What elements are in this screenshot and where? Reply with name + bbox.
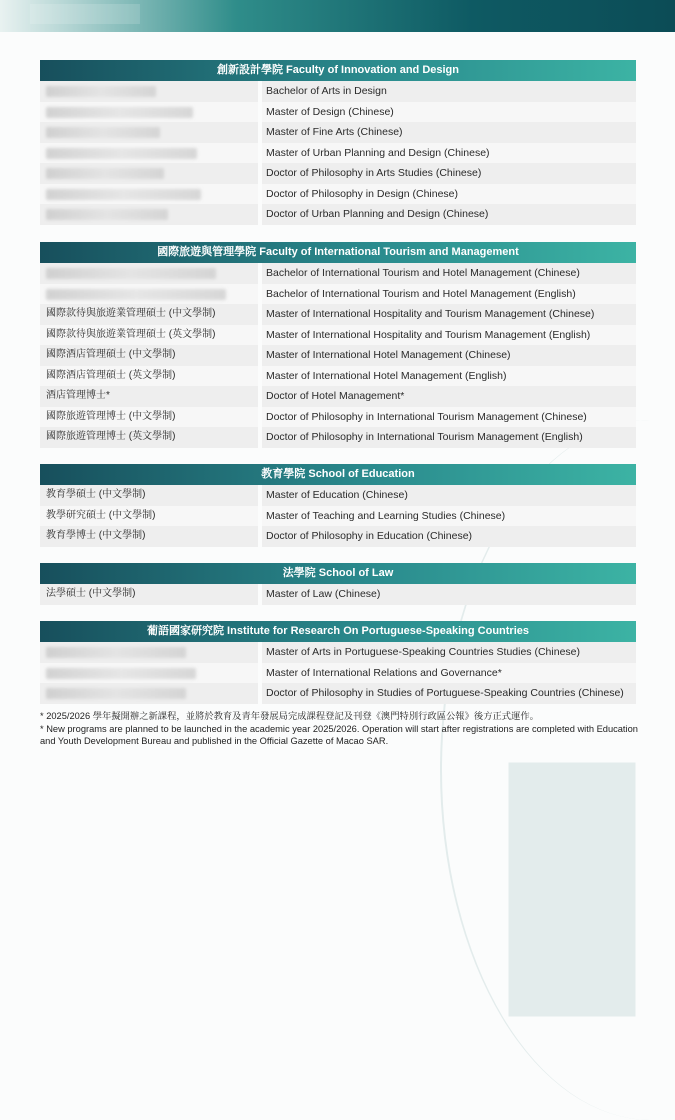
program-row bbox=[40, 122, 636, 143]
faculty-section-title: 葡語國家研究院 Institute for Research On Portuguese-Speaking Countries bbox=[40, 621, 636, 642]
program-english-name: Doctor of Philosophy in Arts Studies (Chinese) bbox=[262, 163, 636, 184]
footnotes bbox=[40, 710, 640, 748]
top-header-band bbox=[0, 0, 675, 32]
program-row bbox=[40, 427, 636, 448]
program-english-name: Master of Teaching and Learning Studies (Chinese) bbox=[262, 506, 636, 527]
blurred-text bbox=[46, 189, 201, 200]
program-chinese-name bbox=[40, 163, 258, 184]
program-row bbox=[40, 143, 636, 164]
program-chinese-name: 法學碩士 (中文學制) bbox=[40, 584, 258, 605]
blurred-text bbox=[46, 268, 216, 279]
program-english-name: Doctor of Philosophy in Design (Chinese) bbox=[262, 184, 636, 205]
program-chinese-name bbox=[40, 102, 258, 123]
program-row bbox=[40, 163, 636, 184]
blurred-text bbox=[46, 107, 193, 118]
faculty-section bbox=[40, 563, 636, 605]
program-english-name: Master of International Hotel Management (English) bbox=[262, 366, 636, 387]
blurred-text bbox=[46, 668, 196, 679]
program-chinese-name bbox=[40, 263, 258, 284]
program-english-name: Master of International Hospitality and Tourism Management (English) bbox=[262, 325, 636, 346]
program-row bbox=[40, 485, 636, 506]
program-row bbox=[40, 102, 636, 123]
program-chinese-name bbox=[40, 204, 258, 225]
program-english-name: Master of Education (Chinese) bbox=[262, 485, 636, 506]
program-chinese-name bbox=[40, 81, 258, 102]
program-row bbox=[40, 386, 636, 407]
program-chinese-name bbox=[40, 284, 258, 305]
program-chinese-name: 國際旅遊管理博士 (中文學制) bbox=[40, 407, 258, 428]
program-english-name: Bachelor of Arts in Design bbox=[262, 81, 636, 102]
program-row bbox=[40, 526, 636, 547]
blurred-text bbox=[46, 209, 168, 220]
program-chinese-name: 教育學碩士 (中文學制) bbox=[40, 485, 258, 506]
program-chinese-name: 教學研究碩士 (中文學制) bbox=[40, 506, 258, 527]
blurred-text bbox=[46, 168, 164, 179]
blurred-text bbox=[46, 688, 186, 699]
program-english-name: Master of Design (Chinese) bbox=[262, 102, 636, 123]
program-english-name: Doctor of Philosophy in International Tourism Management (English) bbox=[262, 427, 636, 448]
footnote-english: * New programs are planned to be launched in the academic year 2025/2026. Operation will start after registrations are completed with Education and Youth Development Bureau and published in the Official Gazette of Macao SAR. bbox=[40, 724, 638, 746]
faculty-section-title: 法學院 School of Law bbox=[40, 563, 636, 584]
faculty-section bbox=[40, 464, 636, 547]
program-chinese-name: 酒店管理博士* bbox=[40, 386, 258, 407]
program-english-name: Doctor of Hotel Management* bbox=[262, 386, 636, 407]
header-logo-area bbox=[30, 4, 140, 24]
program-chinese-name bbox=[40, 143, 258, 164]
faculty-section-title: 教育學院 School of Education bbox=[40, 464, 636, 485]
faculty-section-title: 創新設計學院 Faculty of Innovation and Design bbox=[40, 60, 636, 81]
program-chinese-name: 國際旅遊管理博士 (英文學制) bbox=[40, 427, 258, 448]
footnote-chinese: * 2025/2026 學年擬開辦之新課程，並將於教育及青年發展局完成課程登記及刊登《澳門特別行政區公報》後方正式運作。 bbox=[40, 711, 539, 721]
program-english-name: Doctor of Philosophy in Education (Chinese) bbox=[262, 526, 636, 547]
program-chinese-name bbox=[40, 683, 258, 704]
program-row bbox=[40, 407, 636, 428]
blurred-text bbox=[46, 148, 197, 159]
program-chinese-name: 國際酒店管理碩士 (英文學制) bbox=[40, 366, 258, 387]
program-chinese-name bbox=[40, 122, 258, 143]
faculty-section bbox=[40, 242, 636, 448]
program-row bbox=[40, 204, 636, 225]
program-english-name: Master of Law (Chinese) bbox=[262, 584, 636, 605]
program-row bbox=[40, 284, 636, 305]
program-row bbox=[40, 184, 636, 205]
program-chinese-name bbox=[40, 663, 258, 684]
blurred-text bbox=[46, 289, 226, 300]
program-chinese-name bbox=[40, 184, 258, 205]
program-english-name: Bachelor of International Tourism and Hotel Management (English) bbox=[262, 284, 636, 305]
faculty-section bbox=[40, 60, 636, 225]
program-row bbox=[40, 366, 636, 387]
program-english-name: Master of International Hospitality and Tourism Management (Chinese) bbox=[262, 304, 636, 325]
program-english-name: Master of Urban Planning and Design (Chinese) bbox=[262, 143, 636, 164]
faculty-section-title: 國際旅遊與管理學院 Faculty of International Tourism and Management bbox=[40, 242, 636, 263]
program-row bbox=[40, 506, 636, 527]
program-row bbox=[40, 584, 636, 605]
faculty-section bbox=[40, 621, 636, 704]
program-chinese-name: 國際款待與旅遊業管理碩士 (英文學制) bbox=[40, 325, 258, 346]
program-row bbox=[40, 683, 636, 704]
program-row bbox=[40, 263, 636, 284]
program-english-name: Master of International Hotel Management (Chinese) bbox=[262, 345, 636, 366]
program-chinese-name: 國際酒店管理碩士 (中文學制) bbox=[40, 345, 258, 366]
blurred-text bbox=[46, 647, 186, 658]
program-english-name: Bachelor of International Tourism and Hotel Management (Chinese) bbox=[262, 263, 636, 284]
blurred-text bbox=[46, 86, 156, 97]
program-english-name: Doctor of Philosophy in International Tourism Management (Chinese) bbox=[262, 407, 636, 428]
program-row bbox=[40, 642, 636, 663]
program-row bbox=[40, 325, 636, 346]
program-english-name: Master of Fine Arts (Chinese) bbox=[262, 122, 636, 143]
program-english-name: Doctor of Philosophy in Studies of Portuguese-Speaking Countries (Chinese) bbox=[262, 683, 636, 704]
program-chinese-name: 國際款待與旅遊業管理碩士 (中文學制) bbox=[40, 304, 258, 325]
program-english-name: Master of Arts in Portuguese-Speaking Countries Studies (Chinese) bbox=[262, 642, 636, 663]
program-english-name: Doctor of Urban Planning and Design (Chinese) bbox=[262, 204, 636, 225]
program-english-name: Master of International Relations and Governance* bbox=[262, 663, 636, 684]
program-row bbox=[40, 304, 636, 325]
blurred-text bbox=[46, 127, 160, 138]
program-chinese-name bbox=[40, 642, 258, 663]
program-row bbox=[40, 663, 636, 684]
program-row bbox=[40, 345, 636, 366]
program-row bbox=[40, 81, 636, 102]
program-chinese-name: 教育學博士 (中文學制) bbox=[40, 526, 258, 547]
